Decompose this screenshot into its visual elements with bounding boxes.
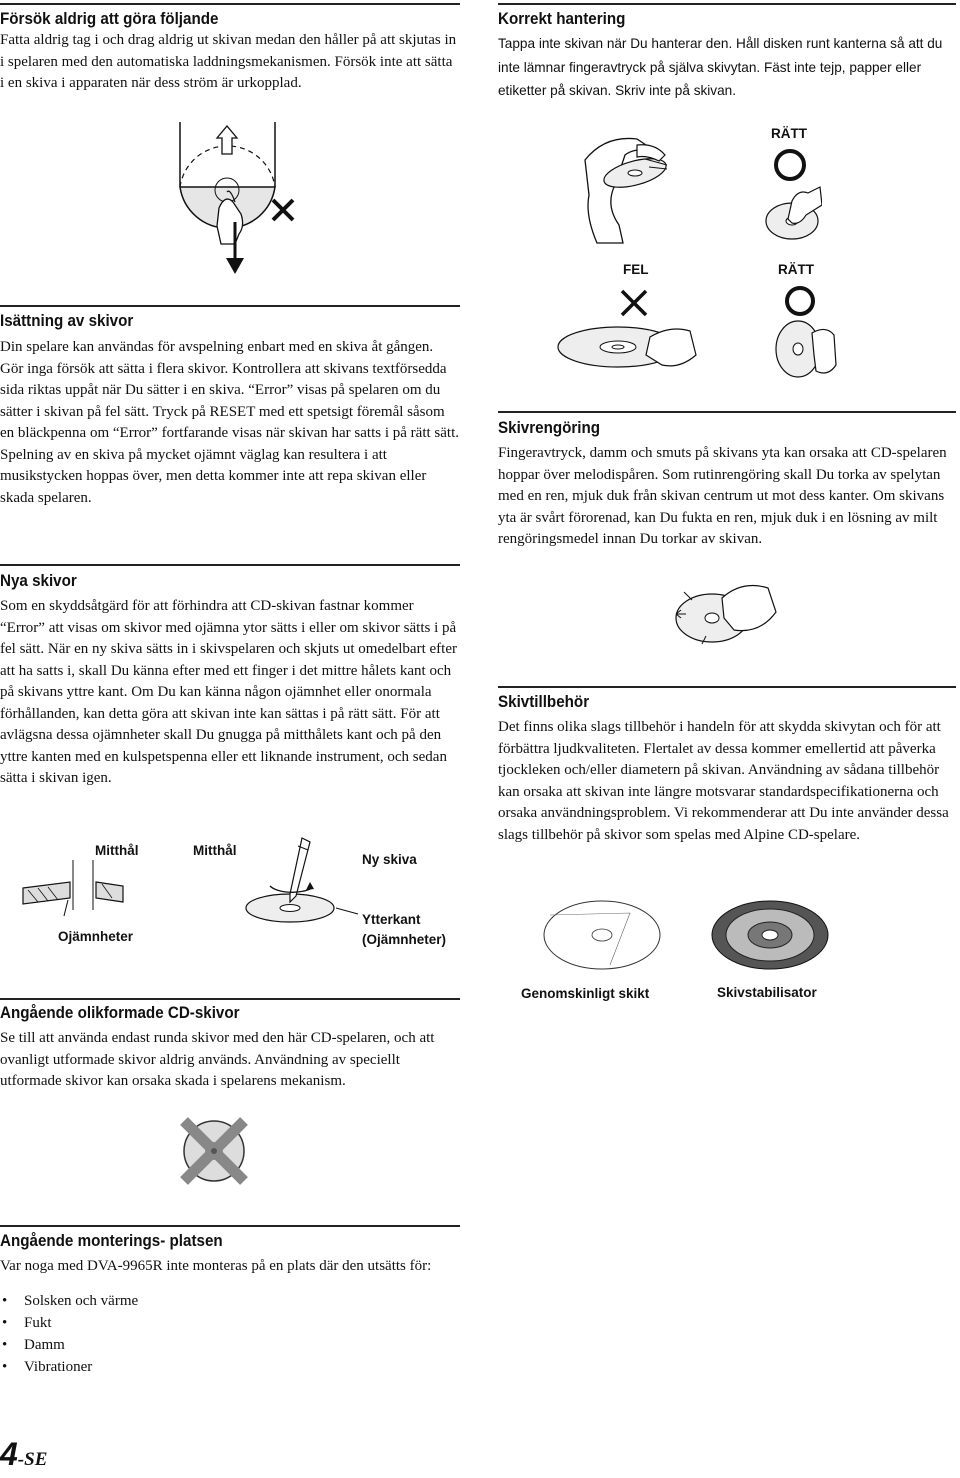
transparent-layer-illustration (540, 895, 680, 975)
section-title: Korrekt hantering (498, 10, 626, 28)
section-shaped-discs (0, 1002, 460, 1093)
list-item: • Damm (0, 1334, 460, 1356)
section-never-do (0, 8, 460, 95)
disc-stabilizer-illustration (700, 895, 840, 975)
label-center-hole: Mitthål (193, 843, 237, 858)
section-body: Var noga med DVA-9965R inte monteras på en plats där den utsätts för: (0, 1258, 432, 1274)
section-cleaning (498, 417, 956, 551)
correct-edge-holding-illustration (770, 285, 840, 385)
label-transparent-layer: Genomskinligt skikt (521, 986, 650, 1001)
section-inserting (0, 310, 460, 509)
section-body: Fingeravtryck, damm och smuts på skivans yta kan orsaka att CD-spelaren hoppar över melodispåren. Som rutinrengöring skall Du torka av spelytan med en ren, mjuk duk från skivan centrum ut mot dess kanter. Om skivans yta är svårt förorenad, kan Du fukta en ren, mjuk duk i en lösning av milt rengöringsmedel innan Du torkar av skivan. (498, 445, 947, 547)
section-title: Skivrengöring (498, 419, 601, 437)
section-title: Angående olikformade CD-skivor (0, 1004, 240, 1022)
section-new-discs (0, 570, 460, 790)
page-number-digit: 4 (0, 1436, 18, 1472)
list-item: • Solsken och värme (0, 1290, 460, 1312)
list-item: • Fukt (0, 1312, 460, 1334)
label-correct: RÄTT (778, 262, 814, 277)
section-handling (498, 8, 956, 103)
label-correct: RÄTT (771, 126, 807, 141)
label-outer-edge-sub: (Ojämnheter) (362, 932, 447, 947)
page-number (0, 1436, 47, 1473)
label-wrong: FEL (623, 262, 649, 277)
section-body: Din spelare kan användas för avspelning enbart med en skiva åt gången. Gör inga försök att sätta i flera skivor. Kontrollera att skivans textförsedda sida riktas uppåt när Du sätter i en skiva. “Error” visas på spelaren om du sätter i skivan på fel sätt. Tryck på RESET med ett spetsigt föremål såsom en bläckpenna om “Error” fortfarande visas när skivan har satts i på rätt sätt. (0, 339, 459, 441)
label-outer-edge: Ytterkant (362, 912, 421, 927)
section-rule (498, 686, 956, 688)
pull-disc-illustration (175, 122, 335, 277)
section-rule (0, 564, 460, 566)
section-rule (498, 411, 956, 413)
section-rule (498, 3, 956, 5)
wrong-handling-illustration (550, 285, 700, 385)
section-body: Fatta aldrig tag i och drag aldrig ut skivan medan den håller på att skjutas in i spelaren med den automatiska laddningsmekanismen. Försök inte att sätta i en skiva i apparaten när dess ström är urkopplad. (0, 32, 457, 91)
mounting-bullet-list (0, 1290, 460, 1378)
section-body: Spelning av en skiva på mycket ojämnt väglag kan resultera i att musikstycken hoppas över, men detta kommer inte att repa skivan eller skada spelaren. (0, 446, 427, 506)
hand-holding-disc-illustration (575, 125, 775, 245)
pen-disc-illustration (240, 836, 360, 936)
section-body: Som en skyddsåtgärd för att förhindra att CD-skivan fastnar kommer “Error” att visas om skivor med ojämna ytor sätts i eller om skivor sätts i på fel sätt. När en ny skiva sätts in i skivspelaren och skjuts ut omedelbart efter att ha satts i, skall Du känna efter med ett finger i det mittre hålets kant och på skivans yttre kant. Om Du kan känna någon ojämnhet eller onormala förhållanden, kan detta göra att skivan inte kan sättas i på rätt sätt. För att avlägsna dessa ojämnheter skall Du gnugga på mitthålets kant och på den yttre kanten med en kulspetspenna eller ett liknande instrument, och sedan sätta i skivan igen. (0, 598, 457, 786)
section-accessories (498, 691, 956, 846)
section-title: Försök aldrig att göra följande (0, 10, 219, 28)
section-body: Tappa inte skivan när Du hanterar den. Håll disken runt kanterna så att du inte lämnar fingeravtryck på själva skivytan. Fäst inte tejp, papper eller etiketter på skivan. Skriv inte på skivan. (498, 36, 943, 98)
section-title: Skivtillbehör (498, 693, 590, 711)
section-body: Det finns olika slags tillbehör i handeln för att skydda skivytan och för att förbättra ljudkvaliteten. Flertalet av dessa kommer emellertid att påverka tjockleken och/eller diametern på skivan. Användning av sådana tillbehör kan orsaka att skivan inte längre motsvarar standardspecifikationerna och orsaka användningsproblem. Vi rekommenderar att Du inte använder dessa slags tillbehör på skivor som spelas med Alpine CD-spelare. (498, 719, 949, 843)
disc-cleaning-illustration (672, 578, 782, 648)
label-unevenness: Ojämnheter (58, 929, 134, 944)
label-center-hole: Mitthål (95, 843, 139, 858)
finger-in-hole-illustration (762, 145, 822, 245)
section-rule (0, 305, 460, 307)
section-title: Isättning av skivor (0, 312, 134, 330)
section-title: Angående monterings- platsen (0, 1232, 223, 1250)
section-rule (0, 3, 460, 5)
disc-cross-section (18, 860, 128, 930)
page-number-suffix: -SE (17, 1449, 48, 1470)
section-rule (0, 1225, 460, 1227)
irregular-disc-prohibited-icon (178, 1115, 250, 1187)
section-mounting (0, 1230, 460, 1378)
section-title: Nya skivor (0, 572, 77, 590)
label-disc-stabilizer: Skivstabilisator (717, 985, 817, 1000)
section-body: Se till att använda endast runda skivor med den här CD-spelaren, och att ovanligt utformade skivor aldrig används. Användning av speciellt utformade skivor kan orsaka skada i spelarens mekanism. (0, 1030, 435, 1089)
label-new-disc: Ny skiva (362, 852, 417, 867)
section-rule (0, 998, 460, 1000)
list-item: • Vibrationer (0, 1356, 460, 1378)
